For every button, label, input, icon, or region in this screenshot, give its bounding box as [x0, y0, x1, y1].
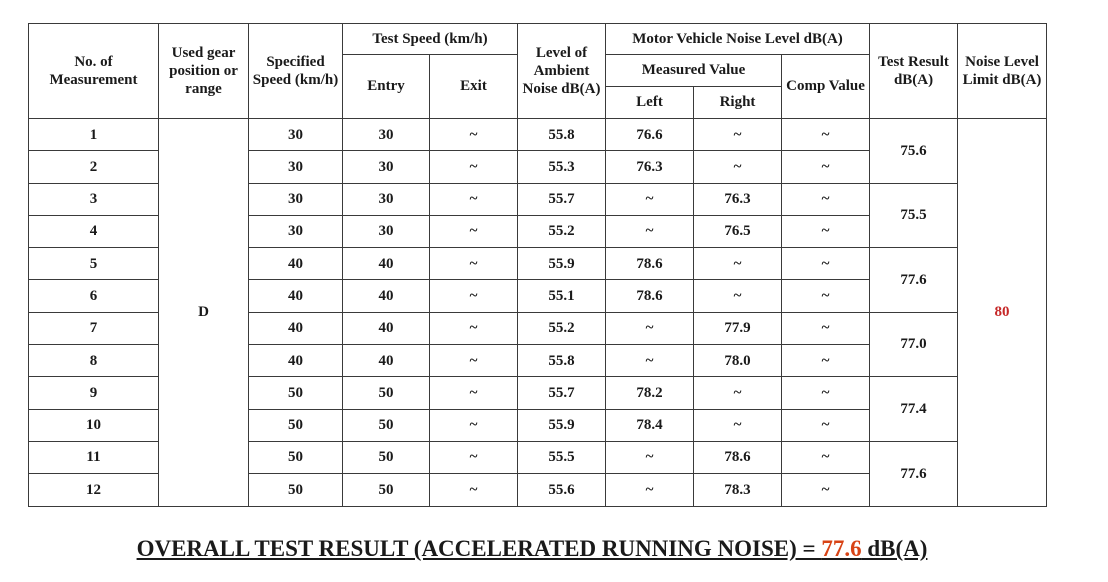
exit-speed-cell: ~: [430, 119, 518, 151]
ambient-noise-cell: 55.6: [518, 474, 606, 506]
entry-speed-cell: 30: [343, 215, 430, 247]
specified-speed-cell: 50: [249, 377, 343, 409]
measured-left-cell: 78.2: [606, 377, 694, 409]
exit-speed-cell: ~: [430, 215, 518, 247]
measured-right-cell: ~: [694, 280, 782, 312]
entry-speed-cell: 40: [343, 280, 430, 312]
measured-left-cell: 76.3: [606, 151, 694, 183]
specified-speed-cell: 50: [249, 409, 343, 441]
comp-value-cell: ~: [782, 409, 870, 441]
header-comp-value: Comp Value: [782, 55, 870, 119]
header-specified-speed: Specified Speed (km/h): [249, 24, 343, 119]
entry-speed-cell: 50: [343, 409, 430, 441]
ambient-noise-cell: 55.2: [518, 215, 606, 247]
measurement-no-cell: 11: [29, 441, 159, 473]
measured-right-cell: ~: [694, 409, 782, 441]
specified-speed-cell: 40: [249, 248, 343, 280]
specified-speed-cell: 40: [249, 280, 343, 312]
noise-test-table: [28, 23, 1047, 507]
test-result-cell: 77.6: [870, 441, 958, 506]
measured-right-cell: 78.6: [694, 441, 782, 473]
entry-speed-cell: 30: [343, 151, 430, 183]
header-gear-position: Used gear position or range: [159, 24, 249, 119]
noise-limit-cell: 80: [958, 119, 1047, 507]
header-test-result: Test Result dB(A): [870, 24, 958, 119]
measurement-no-cell: 6: [29, 280, 159, 312]
measured-right-cell: 76.5: [694, 215, 782, 247]
ambient-noise-cell: 55.2: [518, 312, 606, 344]
overall-result-value: 77.6: [821, 536, 862, 561]
measured-right-cell: 78.0: [694, 345, 782, 377]
measured-left-cell: 78.6: [606, 280, 694, 312]
header-exit: Exit: [430, 55, 518, 119]
measurement-no-cell: 9: [29, 377, 159, 409]
test-result-cell: 75.6: [870, 119, 958, 184]
exit-speed-cell: ~: [430, 280, 518, 312]
ambient-noise-cell: 55.9: [518, 409, 606, 441]
ambient-noise-cell: 55.7: [518, 377, 606, 409]
header-left: Left: [606, 87, 694, 119]
comp-value-cell: ~: [782, 119, 870, 151]
entry-speed-cell: 30: [343, 183, 430, 215]
specified-speed-cell: 40: [249, 345, 343, 377]
measurement-no-cell: 10: [29, 409, 159, 441]
comp-value-cell: ~: [782, 474, 870, 506]
measured-right-cell: 78.3: [694, 474, 782, 506]
exit-speed-cell: ~: [430, 377, 518, 409]
header-right: Right: [694, 87, 782, 119]
entry-speed-cell: 50: [343, 441, 430, 473]
ambient-noise-cell: 55.1: [518, 280, 606, 312]
entry-speed-cell: 40: [343, 312, 430, 344]
specified-speed-cell: 40: [249, 312, 343, 344]
ambient-noise-cell: 55.8: [518, 119, 606, 151]
entry-speed-cell: 40: [343, 345, 430, 377]
header-measured-value: Measured Value: [606, 55, 782, 87]
measured-right-cell: ~: [694, 151, 782, 183]
table-body: [29, 119, 1047, 507]
measured-right-cell: ~: [694, 377, 782, 409]
measurement-no-cell: 12: [29, 474, 159, 506]
header-motor-vehicle-noise: Motor Vehicle Noise Level dB(A): [606, 24, 870, 55]
measured-left-cell: 78.4: [606, 409, 694, 441]
measured-left-cell: ~: [606, 474, 694, 506]
entry-speed-cell: 50: [343, 474, 430, 506]
measurement-no-cell: 4: [29, 215, 159, 247]
comp-value-cell: ~: [782, 215, 870, 247]
header-ambient-noise: Level of Ambient Noise dB(A): [518, 24, 606, 119]
comp-value-cell: ~: [782, 377, 870, 409]
entry-speed-cell: 30: [343, 119, 430, 151]
measured-left-cell: ~: [606, 183, 694, 215]
specified-speed-cell: 30: [249, 215, 343, 247]
exit-speed-cell: ~: [430, 345, 518, 377]
comp-value-cell: ~: [782, 248, 870, 280]
entry-speed-cell: 50: [343, 377, 430, 409]
measured-right-cell: ~: [694, 248, 782, 280]
exit-speed-cell: ~: [430, 409, 518, 441]
measurement-no-cell: 3: [29, 183, 159, 215]
overall-test-result: [0, 536, 1064, 562]
comp-value-cell: ~: [782, 312, 870, 344]
ambient-noise-cell: 55.3: [518, 151, 606, 183]
measurement-no-cell: 8: [29, 345, 159, 377]
header-test-speed: Test Speed (km/h): [343, 24, 518, 55]
measured-right-cell: 76.3: [694, 183, 782, 215]
test-result-cell: 77.6: [870, 248, 958, 313]
specified-speed-cell: 30: [249, 119, 343, 151]
comp-value-cell: ~: [782, 280, 870, 312]
specified-speed-cell: 30: [249, 151, 343, 183]
measured-left-cell: ~: [606, 441, 694, 473]
exit-speed-cell: ~: [430, 248, 518, 280]
measurement-no-cell: 7: [29, 312, 159, 344]
comp-value-cell: ~: [782, 151, 870, 183]
ambient-noise-cell: 55.8: [518, 345, 606, 377]
measured-left-cell: 76.6: [606, 119, 694, 151]
exit-speed-cell: ~: [430, 474, 518, 506]
ambient-noise-cell: 55.7: [518, 183, 606, 215]
header-entry: Entry: [343, 55, 430, 119]
test-result-cell: 75.5: [870, 183, 958, 248]
ambient-noise-cell: 55.9: [518, 248, 606, 280]
exit-speed-cell: ~: [430, 183, 518, 215]
measurement-no-cell: 2: [29, 151, 159, 183]
measurement-no-cell: 1: [29, 119, 159, 151]
test-result-cell: 77.0: [870, 312, 958, 377]
comp-value-cell: ~: [782, 345, 870, 377]
comp-value-cell: ~: [782, 183, 870, 215]
entry-speed-cell: 40: [343, 248, 430, 280]
measured-left-cell: ~: [606, 345, 694, 377]
exit-speed-cell: ~: [430, 312, 518, 344]
overall-result-unit: dB(A): [861, 536, 928, 561]
measured-left-cell: ~: [606, 215, 694, 247]
overall-result-prefix: OVERALL TEST RESULT (ACCELERATED RUNNING NOISE) =: [136, 536, 822, 561]
exit-speed-cell: ~: [430, 151, 518, 183]
table-row: [29, 119, 1047, 151]
measurement-no-cell: 5: [29, 248, 159, 280]
comp-value-cell: ~: [782, 441, 870, 473]
gear-position-cell: D: [159, 119, 249, 507]
measured-left-cell: ~: [606, 312, 694, 344]
ambient-noise-cell: 55.5: [518, 441, 606, 473]
exit-speed-cell: ~: [430, 441, 518, 473]
specified-speed-cell: 50: [249, 441, 343, 473]
measured-right-cell: ~: [694, 119, 782, 151]
measured-right-cell: 77.9: [694, 312, 782, 344]
header-noise-limit: Noise Level Limit dB(A): [958, 24, 1047, 119]
test-result-cell: 77.4: [870, 377, 958, 442]
header-no-of-measurement: No. of Measurement: [29, 24, 159, 119]
specified-speed-cell: 30: [249, 183, 343, 215]
specified-speed-cell: 50: [249, 474, 343, 506]
measured-left-cell: 78.6: [606, 248, 694, 280]
